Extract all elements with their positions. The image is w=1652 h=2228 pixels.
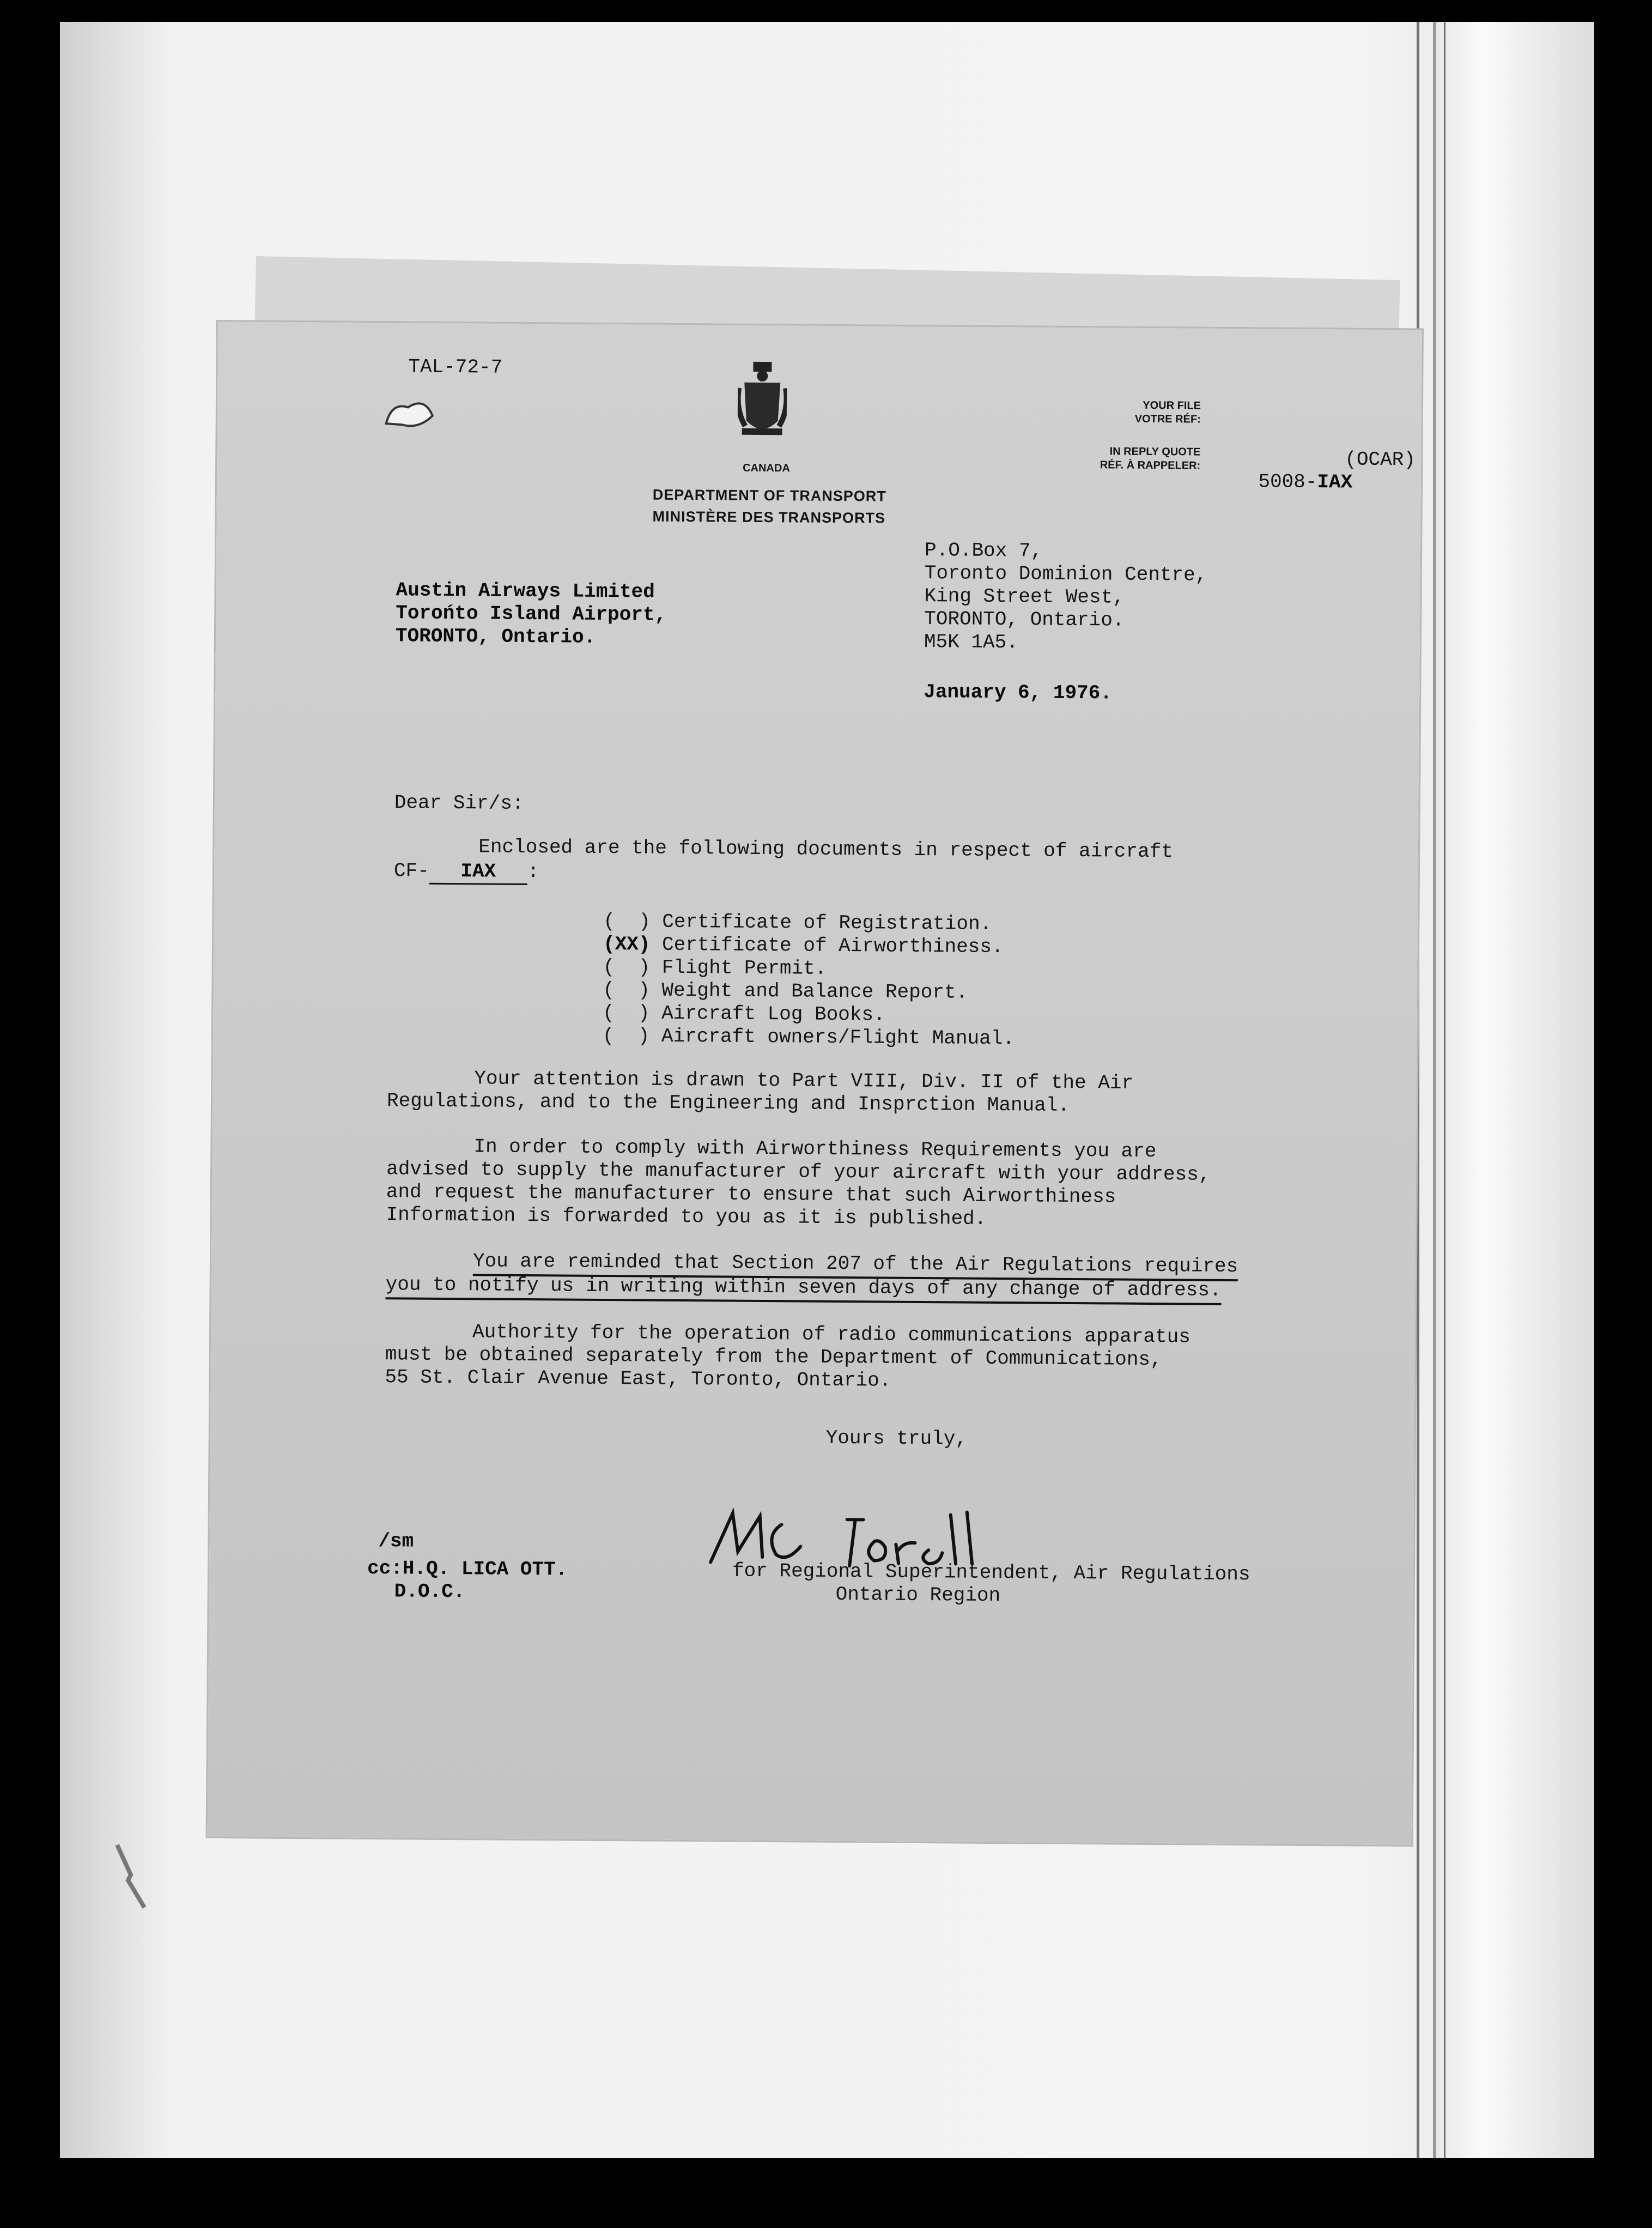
- checklist-label: Aircraft Log Books.: [661, 1002, 885, 1026]
- checklist-mark: ( ): [602, 1024, 650, 1048]
- department-en: DEPARTMENT OF TRANSPORT: [652, 486, 886, 505]
- checklist-item: [603, 956, 827, 980]
- paragraph-line: must be obtained separately from the Department of Communications,: [385, 1343, 1162, 1371]
- reply-quote-en: IN REPLY QUOTE: [1109, 445, 1201, 458]
- sender-address-line: M5K 1A5.: [924, 631, 1018, 654]
- canada-coat-of-arms-emblem: [737, 361, 787, 454]
- salutation: Dear Sir/s:: [394, 791, 524, 815]
- reply-quote-fr: RÉF. À RAPPELER:: [1100, 459, 1201, 472]
- reference-office: (OCAR): [1345, 448, 1416, 471]
- paragraph-line: Your attention is drawn to Part VIII, Div. II of the Air: [474, 1067, 1134, 1094]
- typist-initials: /sm: [378, 1530, 414, 1553]
- checklist-item: [603, 1002, 885, 1027]
- hole-punch-mark: [381, 391, 441, 435]
- reference-number-prefix: 5008-: [1258, 470, 1317, 494]
- reminder-line: you to notify us in writing within seven days of any change of address.: [385, 1273, 1221, 1305]
- film-edge-strip: [1433, 22, 1594, 2202]
- checklist-item: [603, 933, 1004, 959]
- checklist-item: [603, 910, 992, 936]
- letter-page: [208, 322, 1422, 1845]
- canada-label: CANADA: [743, 462, 790, 475]
- strip-line: [1444, 22, 1446, 2202]
- paragraph-line: Authority for the operation of radio communications apparatus: [472, 1321, 1191, 1348]
- paragraph-line: 55 St. Clair Avenue East, Toronto, Ontario.: [385, 1366, 891, 1392]
- recipient-line: Torońto Island Airport,: [396, 602, 667, 626]
- recipient-line: TORONTO, Ontario.: [395, 625, 596, 649]
- checklist-label: Weight and Balance Report.: [661, 979, 968, 1004]
- checklist-label: Flight Permit.: [661, 956, 827, 980]
- closing: Yours truly,: [825, 1426, 968, 1450]
- checklist-mark-checked: (XX): [603, 933, 651, 956]
- checklist-mark: ( ): [603, 1001, 650, 1025]
- reminder-line: You are reminded that Section 207 of the Air Regulations requires: [473, 1250, 1238, 1281]
- scratch-mark: [112, 1842, 155, 1913]
- reference-number: [1211, 447, 1353, 517]
- letter-date: January 6, 1976.: [924, 681, 1113, 705]
- signature-region: Ontario Region: [835, 1583, 1001, 1607]
- sender-address-line: P.O.Box 7,: [924, 539, 1043, 562]
- aircraft-registration: [394, 859, 539, 885]
- paragraph-line: and request the manufacturer to ensure that such Airworthiness: [386, 1180, 1116, 1208]
- checklist-label: Certificate of Airworthiness.: [661, 933, 1004, 959]
- intro-line: Enclosed are the following documents in respect of aircraft: [478, 836, 1174, 863]
- sender-address-line: Toronto Dominion Centre,: [924, 562, 1207, 586]
- your-file-en: YOUR FILE: [1143, 399, 1201, 412]
- recipient-line: Austin Airways Limited: [396, 579, 655, 603]
- checklist-label: Certificate of Registration.: [662, 910, 992, 935]
- aircraft-reg: IAX: [429, 860, 527, 885]
- sender-address-line: TORONTO, Ontario.: [924, 608, 1125, 632]
- checklist-mark: ( ): [603, 955, 651, 979]
- aircraft-prefix: CF-: [393, 859, 429, 882]
- carbon-copy-line: D.O.C.: [394, 1580, 465, 1603]
- file-code: TAL-72-7: [408, 355, 503, 379]
- sender-address-line: King Street West,: [924, 585, 1125, 609]
- your-file-fr: VOTRE RÉF:: [1134, 413, 1201, 426]
- department-fr: MINISTÈRE DES TRANSPORTS: [652, 508, 886, 526]
- checklist-mark: ( ): [603, 910, 651, 933]
- reference-aircraft-mark: IAX: [1317, 471, 1353, 494]
- carbon-copy-line: cc:H.Q. LICA OTT.: [367, 1557, 568, 1581]
- checklist-mark: ( ): [603, 978, 651, 1002]
- aircraft-suffix: :: [527, 860, 539, 883]
- paragraph-line: Regulations, and to the Engineering and Insprction Manual.: [386, 1089, 1070, 1117]
- checklist-item: [603, 979, 968, 1004]
- paragraph-line: advised to supply the manufacturer of your aircraft with your address,: [386, 1158, 1211, 1186]
- paragraph-line: In order to comply with Airworthiness Requirements you are: [473, 1135, 1157, 1163]
- film-border: [0, 2158, 1652, 2228]
- signature-title: for Regional Superintendent, Air Regulations: [732, 1559, 1250, 1586]
- paragraph-line: Information is forwarded to you as it is published.: [386, 1203, 987, 1230]
- checklist-item: [603, 1025, 1015, 1050]
- checklist-label: Aircraft owners/Flight Manual.: [661, 1025, 1015, 1050]
